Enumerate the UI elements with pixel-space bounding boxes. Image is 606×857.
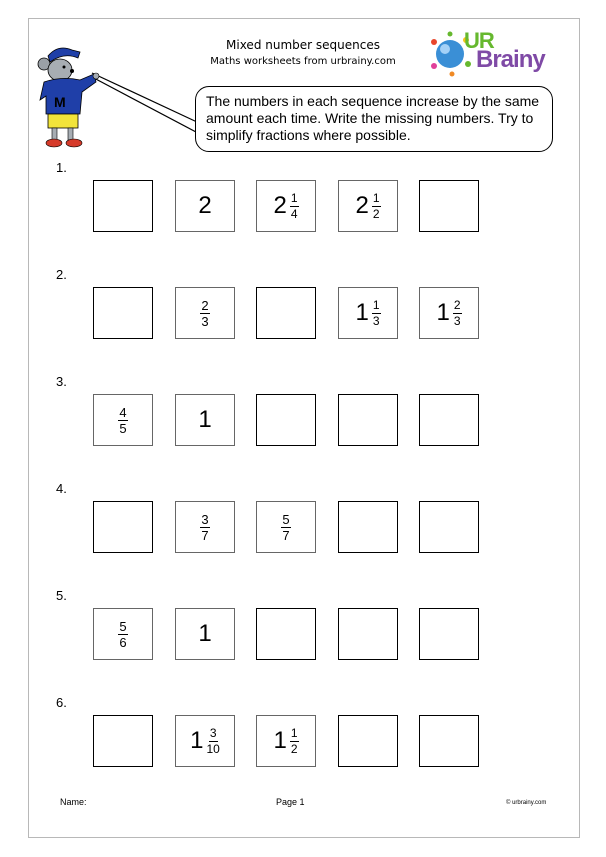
fraction (290, 192, 299, 221)
sequence-term (257, 181, 315, 231)
fraction-numerator: 1 (372, 190, 380, 205)
fraction-denominator: 2 (372, 206, 380, 221)
question-number: 5. (56, 588, 67, 603)
urbrainy-logo (426, 28, 552, 78)
worksheet-subtitle: Maths worksheets from urbrainy.com (210, 56, 396, 67)
answer-box[interactable] (93, 501, 153, 553)
fraction-numerator: 1 (290, 725, 298, 740)
question-number: 2. (56, 267, 67, 282)
sequence-term-box (256, 501, 316, 553)
sequence-term-box (175, 394, 235, 446)
answer-box[interactable] (93, 287, 153, 339)
sequence-term (94, 609, 152, 659)
whole-number: 1 (273, 727, 287, 754)
answer-box[interactable] (419, 715, 479, 767)
sequence-term-box (175, 287, 235, 339)
fraction (281, 513, 290, 542)
sequence-term (94, 395, 152, 445)
sequence-term-box (419, 287, 479, 339)
sequence-term (176, 716, 234, 766)
fraction-denominator: 6 (119, 634, 127, 650)
answer-box[interactable] (419, 180, 479, 232)
answer-box[interactable] (93, 715, 153, 767)
answer-box[interactable] (338, 715, 398, 767)
name-label: Name: (60, 797, 87, 807)
sequence-term-box (93, 394, 153, 446)
fraction (290, 727, 299, 756)
fraction-numerator: 3 (201, 511, 209, 527)
sequence-term (176, 395, 234, 445)
fraction-denominator: 3 (372, 313, 380, 328)
answer-box[interactable] (256, 608, 316, 660)
fraction-numerator: 1 (290, 190, 298, 205)
fraction-numerator: 3 (209, 725, 217, 740)
sequence-term (257, 716, 315, 766)
fraction (207, 727, 220, 756)
sequence-term (339, 288, 397, 338)
whole-number: 1 (198, 620, 212, 647)
logo-text-brainy: Brainy (476, 46, 545, 73)
fraction (372, 192, 381, 221)
fraction-numerator: 2 (453, 297, 461, 312)
fraction-numerator: 1 (372, 297, 380, 312)
fraction-denominator: 10 (206, 741, 220, 756)
sequence-term-box (338, 180, 398, 232)
sequence-term (257, 502, 315, 552)
instruction-text: The numbers in each sequence increase by the same amount each time. Write the missing numbers. Try to simplify fractions where possible. (206, 93, 540, 143)
sequence-term-box (175, 608, 235, 660)
logo-text-ur: UR (464, 28, 494, 53)
fraction-denominator: 5 (119, 420, 127, 436)
fraction-denominator: 7 (201, 527, 209, 543)
fraction-numerator: 4 (119, 404, 127, 420)
sequence-term-box (175, 180, 235, 232)
whole-number: 1 (198, 406, 212, 433)
sequence-term (176, 181, 234, 231)
whole-number: 1 (355, 299, 369, 326)
answer-box[interactable] (338, 501, 398, 553)
answer-box[interactable] (256, 287, 316, 339)
fraction (372, 299, 381, 328)
sequence-term-box (256, 180, 316, 232)
fraction (118, 620, 127, 649)
mascot-shirt-letter: M (54, 94, 66, 110)
whole-number: 1 (190, 727, 204, 754)
fraction-numerator: 2 (201, 297, 209, 313)
answer-box[interactable] (419, 394, 479, 446)
sequence-term-box (175, 715, 235, 767)
fraction (453, 299, 462, 328)
fraction-denominator: 3 (201, 313, 209, 329)
question-number: 4. (56, 481, 67, 496)
fraction (118, 406, 127, 435)
mascot-illustration (34, 40, 199, 152)
sequence-term-box (175, 501, 235, 553)
fraction-denominator: 4 (290, 206, 298, 221)
answer-box[interactable] (256, 394, 316, 446)
worksheet-title: Mixed number sequences (226, 38, 380, 52)
whole-number: 2 (355, 192, 369, 219)
whole-number: 2 (198, 192, 212, 219)
fraction (200, 513, 209, 542)
instruction-bubble (195, 86, 553, 152)
sequence-term-box (256, 715, 316, 767)
whole-number: 1 (436, 299, 450, 326)
answer-box[interactable] (93, 180, 153, 232)
sequence-term (339, 181, 397, 231)
sequence-term (176, 288, 234, 338)
question-number: 1. (56, 160, 67, 175)
fraction (200, 299, 209, 328)
sequence-term (176, 502, 234, 552)
whole-number: 2 (273, 192, 287, 219)
answer-box[interactable] (419, 501, 479, 553)
fraction-denominator: 3 (453, 313, 461, 328)
answer-box[interactable] (338, 394, 398, 446)
sequence-term-box (338, 287, 398, 339)
fraction-denominator: 7 (282, 527, 290, 543)
question-number: 3. (56, 374, 67, 389)
fraction-denominator: 2 (290, 741, 298, 756)
page-number: Page 1 (276, 797, 305, 807)
answer-box[interactable] (419, 608, 479, 660)
copyright-text: © urbrainy.com (506, 800, 547, 806)
answer-box[interactable] (338, 608, 398, 660)
sequence-term (176, 609, 234, 659)
question-number: 6. (56, 695, 67, 710)
sequence-term (420, 288, 478, 338)
fraction-numerator: 5 (282, 511, 290, 527)
sequence-term-box (93, 608, 153, 660)
fraction-numerator: 5 (119, 618, 127, 634)
